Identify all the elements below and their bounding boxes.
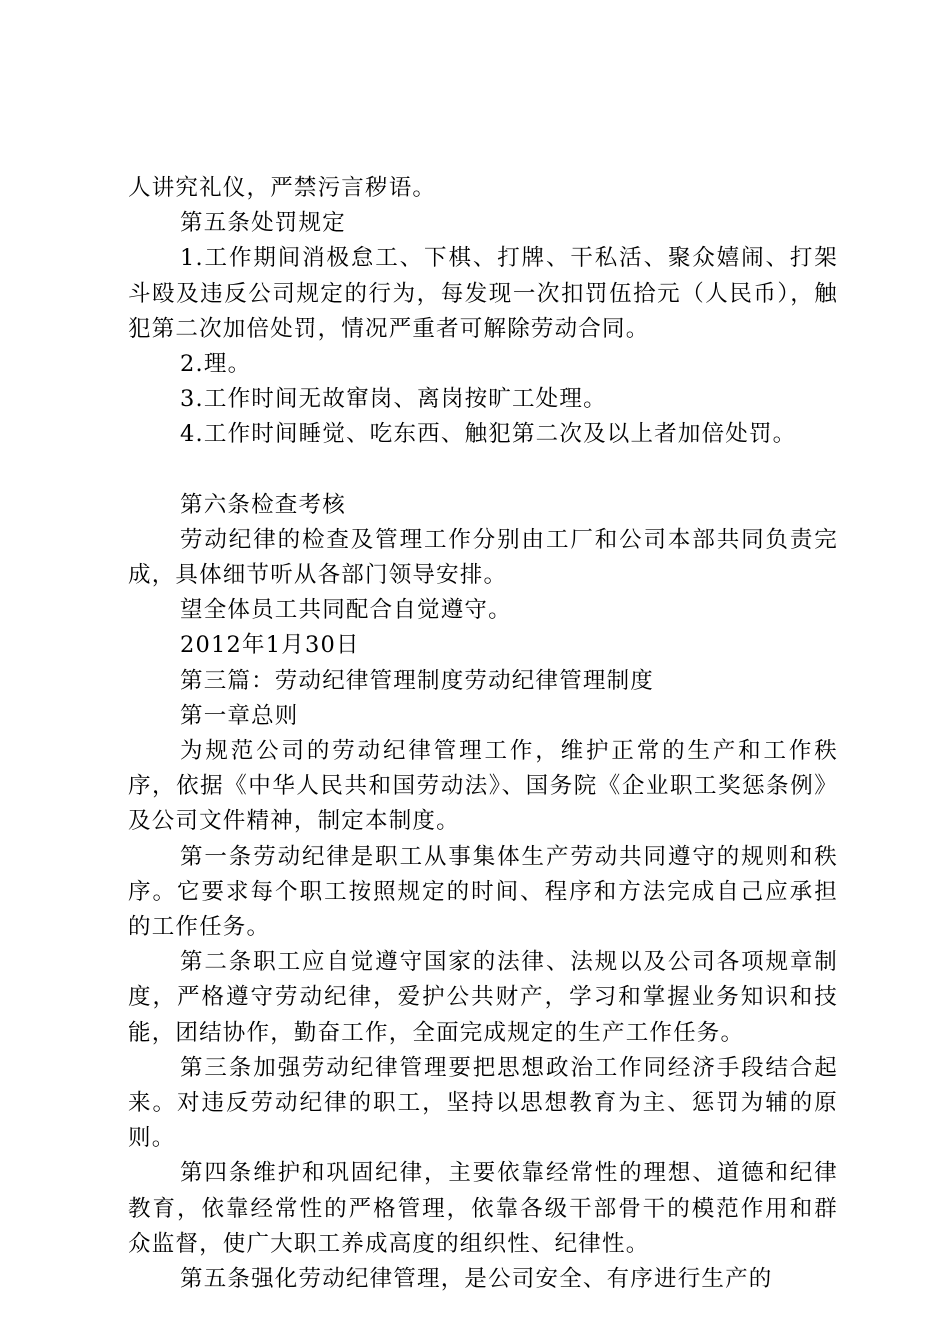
section-heading-penalty: 第五条处罚规定: [180, 210, 346, 237]
penalty-item-4: 4.工作时间睡觉、吃东西、触犯第二次及以上者加倍处罚。: [180, 421, 797, 448]
paragraph-inspection: 劳动纪律的检查及管理工作分别由工厂和公司本部共同负责完成，具体细节听从各部门领导安排。: [128, 526, 838, 589]
article-3: 第三条加强劳动纪律管理要把思想政治工作同经济手段结合起来。对违反劳动纪律的职工，坚持以思想教育为主、惩罚为辅的原则。: [128, 1054, 838, 1152]
chapter-heading: 第一章总则: [180, 702, 299, 729]
document-body: [128, 171, 838, 1297]
section-heading-inspection: 第六条检查考核: [180, 491, 346, 518]
article-2: 第二条职工应自觉遵守国家的法律、法规以及公司各项规章制度，严格遵守劳动纪律，爱护公共财产，学习和掌握业务知识和技能，团结协作，勤奋工作，全面完成规定的生产工作任务。: [128, 949, 838, 1046]
penalty-item-3: 3.工作时间无故窜岗、离岗按旷工处理。: [180, 386, 607, 413]
document-date: 2012年1月30日: [180, 632, 360, 659]
article-1: 第一条劳动纪律是职工从事集体生产劳动共同遵守的规则和秩序。它要求每个职工按照规定的时间、程序和方法完成自己应承担的工作任务。: [128, 843, 838, 941]
paragraph-closing: 望全体员工共同配合自觉遵守。: [180, 597, 512, 624]
paragraph-gap: [128, 453, 838, 488]
article-4: 第四条维护和巩固纪律，主要依靠经常性的理想、道德和纪律教育，依靠经常性的严格管理，依靠各级干部骨干的模范作用和群众监督，使广大职工养成高度的组织性、纪律性。: [128, 1160, 838, 1257]
paragraph-purpose: 为规范公司的劳动纪律管理工作，维护正常的生产和工作秩序，依据《中华人民共和国劳动法》、国务院《企业职工奖惩条例》及公司文件精神，制定本制度。: [128, 738, 838, 835]
part-title: 第三篇：劳动纪律管理制度劳动纪律管理制度: [180, 667, 655, 694]
penalty-item-2: 2.理。: [180, 351, 252, 378]
penalty-item-1: 1.工作期间消极怠工、下棋、打牌、干私活、聚众嬉闹、打架斗殴及违反公司规定的行为，每发现一次扣罚伍拾元（人民币），触犯第二次加倍处罚，情况严重者可解除劳动合同。: [128, 245, 838, 342]
paragraph-continuation: 人讲究礼仪，严禁污言秽语。: [128, 175, 437, 201]
article-5: 第五条强化劳动纪律管理，是公司安全、有序进行生产的: [180, 1266, 773, 1293]
